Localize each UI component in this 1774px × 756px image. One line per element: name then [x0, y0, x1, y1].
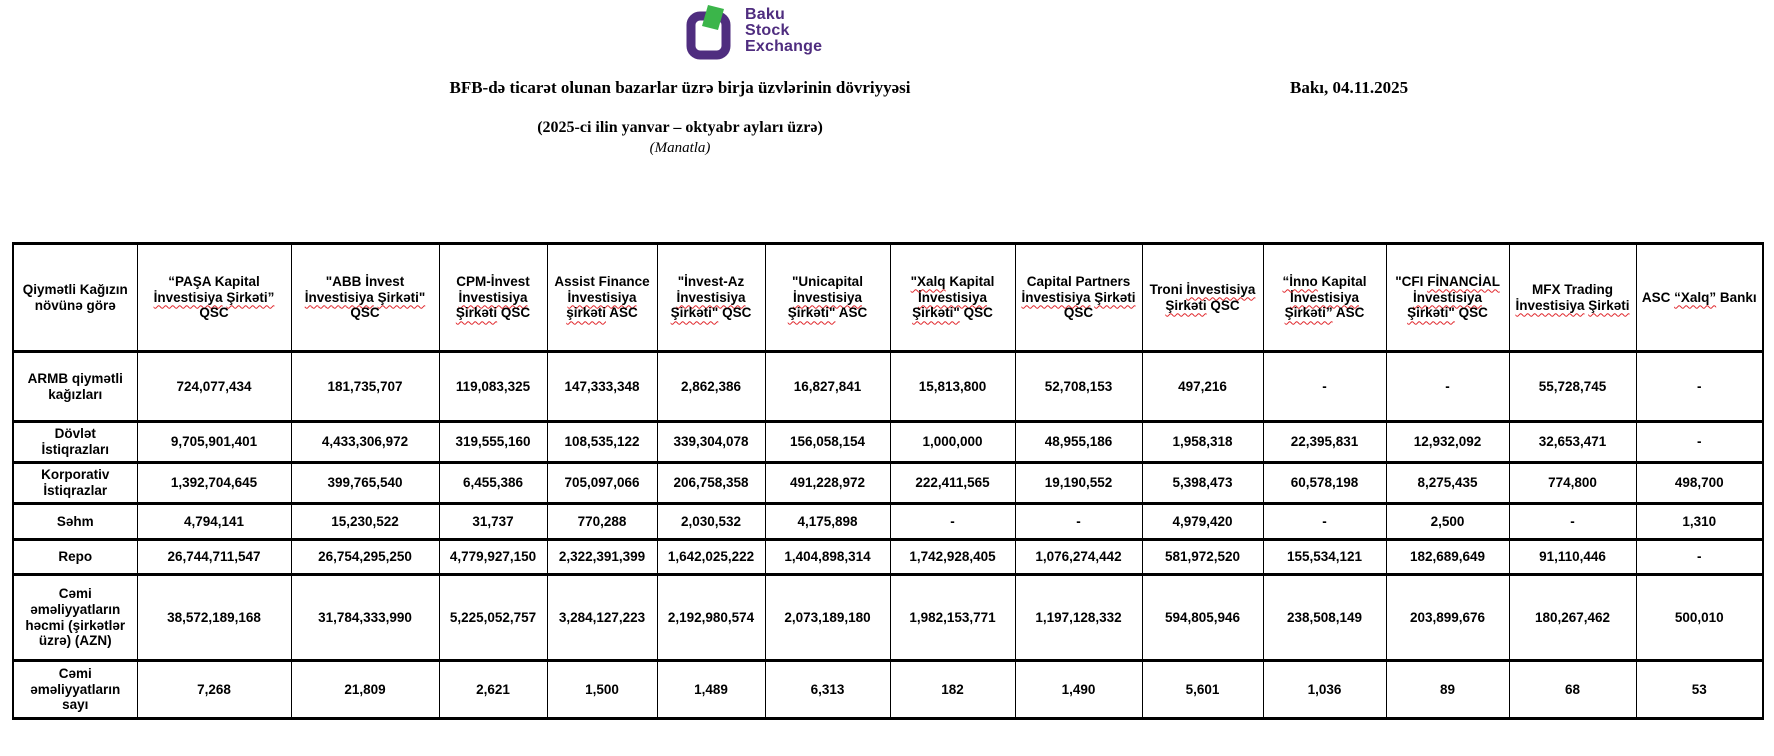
value-cell: 19,190,552 — [1015, 463, 1142, 504]
value-cell: 16,827,841 — [765, 352, 890, 422]
value-cell: 52,708,153 — [1015, 352, 1142, 422]
value-cell: 4,433,306,972 — [291, 422, 439, 463]
value-cell: 4,779,927,150 — [439, 540, 547, 575]
value-cell: 181,735,707 — [291, 352, 439, 422]
value-cell: 319,555,160 — [439, 422, 547, 463]
report-date: Bakı, 04.11.2025 — [1290, 78, 1409, 97]
table-row — [13, 504, 1763, 540]
value-cell: 26,754,295,250 — [291, 540, 439, 575]
value-cell: 1,310 — [1636, 504, 1763, 540]
value-cell: 203,899,676 — [1386, 575, 1509, 661]
bse-logo — [683, 2, 822, 60]
value-cell: 1,404,898,314 — [765, 540, 890, 575]
unit-note: (Manatla) — [649, 140, 711, 156]
value-cell: 2,030,532 — [657, 504, 765, 540]
column-header: “İnno Kapital İnvestisiya Şirkəti” ASC — [1263, 244, 1386, 352]
value-cell: 3,284,127,223 — [547, 575, 657, 661]
value-cell: 31,737 — [439, 504, 547, 540]
column-header: ASC “Xalq” Bankı — [1636, 244, 1763, 352]
value-cell: 6,455,386 — [439, 463, 547, 504]
table-row — [13, 661, 1763, 719]
logo-line-3: Exchange — [745, 38, 823, 55]
value-cell: 53 — [1636, 661, 1763, 719]
value-cell: 1,197,128,332 — [1015, 575, 1142, 661]
value-cell: 1,500 — [547, 661, 657, 719]
value-cell: - — [1636, 352, 1763, 422]
column-header: “PAŞA Kapital İnvestisiya Şirkəti” QSC — [137, 244, 291, 352]
value-cell: 180,267,462 — [1509, 575, 1636, 661]
value-cell: 6,313 — [765, 661, 890, 719]
value-cell: 5,601 — [1142, 661, 1263, 719]
value-cell: 2,322,391,399 — [547, 540, 657, 575]
value-cell: 1,036 — [1263, 661, 1386, 719]
row-label: Korporativ İstiqrazlar — [13, 463, 137, 504]
value-cell: 5,398,473 — [1142, 463, 1263, 504]
report-subtitle: (2025-ci ilin yanvar – oktyabr ayları üzrə) — [537, 119, 823, 136]
value-cell: 156,058,154 — [765, 422, 890, 463]
value-cell: 32,653,471 — [1509, 422, 1636, 463]
turnover-table — [12, 242, 1764, 720]
value-cell: 2,073,189,180 — [765, 575, 890, 661]
value-cell: 89 — [1386, 661, 1509, 719]
value-cell: 1,490 — [1015, 661, 1142, 719]
value-cell: - — [1636, 540, 1763, 575]
value-cell: 705,097,066 — [547, 463, 657, 504]
value-cell: 491,228,972 — [765, 463, 890, 504]
value-cell: - — [1386, 352, 1509, 422]
row-label: Cəmi əməliyyatların sayı — [13, 661, 137, 719]
column-header: MFX Trading İnvestisiya Şirkəti — [1509, 244, 1636, 352]
logo-line-2: Stock — [745, 22, 790, 39]
value-cell: 206,758,358 — [657, 463, 765, 504]
bse-logo-icon — [683, 2, 735, 60]
bse-logo-wordmark — [745, 7, 822, 55]
value-cell: 2,621 — [439, 661, 547, 719]
value-cell: 5,225,052,757 — [439, 575, 547, 661]
value-cell: 22,395,831 — [1263, 422, 1386, 463]
value-cell: 4,979,420 — [1142, 504, 1263, 540]
table-row — [13, 422, 1763, 463]
table-row — [13, 463, 1763, 504]
value-cell: - — [1263, 504, 1386, 540]
row-label: Dövlət İstiqrazları — [13, 422, 137, 463]
value-cell: 91,110,446 — [1509, 540, 1636, 575]
value-cell: 238,508,149 — [1263, 575, 1386, 661]
row-label: Səhm — [13, 504, 137, 540]
value-cell: 147,333,348 — [547, 352, 657, 422]
value-cell: 108,535,122 — [547, 422, 657, 463]
table-row — [13, 540, 1763, 575]
column-header: Capital Partners İnvestisiya Şirkəti QSC — [1015, 244, 1142, 352]
value-cell: 1,642,025,222 — [657, 540, 765, 575]
value-cell: 1,489 — [657, 661, 765, 719]
value-cell: - — [1263, 352, 1386, 422]
value-cell: 1,982,153,771 — [890, 575, 1015, 661]
value-cell: 770,288 — [547, 504, 657, 540]
value-cell: 497,216 — [1142, 352, 1263, 422]
column-header: "Xalq Kapital İnvestisiya Şirkəti" QSC — [890, 244, 1015, 352]
column-header: CPM-İnvest İnvestisiya Şirkəti QSC — [439, 244, 547, 352]
value-cell: 339,304,078 — [657, 422, 765, 463]
table-head — [13, 244, 1763, 352]
value-cell: - — [1015, 504, 1142, 540]
value-cell: - — [1509, 504, 1636, 540]
value-cell: 15,813,800 — [890, 352, 1015, 422]
column-header: "CFI FİNANCİAL İnvestisiya Şirkəti" QSC — [1386, 244, 1509, 352]
value-cell: 498,700 — [1636, 463, 1763, 504]
value-cell: 774,800 — [1509, 463, 1636, 504]
value-cell: 2,862,386 — [657, 352, 765, 422]
value-cell: 581,972,520 — [1142, 540, 1263, 575]
value-cell: 1,000,000 — [890, 422, 1015, 463]
column-header: "İnvest-Az İnvestisiya Şirkəti" QSC — [657, 244, 765, 352]
value-cell: 594,805,946 — [1142, 575, 1263, 661]
value-cell: 55,728,745 — [1509, 352, 1636, 422]
table-body — [13, 352, 1763, 719]
row-label: Cəmi əməliyyatların həcmi (şirkətlər üzrə) (AZN) — [13, 575, 137, 661]
logo-line-1: Baku — [745, 6, 785, 23]
value-cell: 48,955,186 — [1015, 422, 1142, 463]
value-cell: 4,794,141 — [137, 504, 291, 540]
value-cell: 2,500 — [1386, 504, 1509, 540]
value-cell: - — [890, 504, 1015, 540]
value-cell: 399,765,540 — [291, 463, 439, 504]
table-row — [13, 575, 1763, 661]
report-title: BFB-də ticarət olunan bazarlar üzrə birja üzvlərinin dövriyyəsi — [449, 78, 911, 97]
value-cell: 9,705,901,401 — [137, 422, 291, 463]
value-cell: 4,175,898 — [765, 504, 890, 540]
value-cell: 26,744,711,547 — [137, 540, 291, 575]
value-cell: 1,076,274,442 — [1015, 540, 1142, 575]
value-cell: - — [1636, 422, 1763, 463]
value-cell: 8,275,435 — [1386, 463, 1509, 504]
row-label: Repo — [13, 540, 137, 575]
value-cell: 1,392,704,645 — [137, 463, 291, 504]
value-cell: 21,809 — [291, 661, 439, 719]
value-cell: 182 — [890, 661, 1015, 719]
value-cell: 1,742,928,405 — [890, 540, 1015, 575]
column-header: Assist Finance İnvestisiya şirkəti ASC — [547, 244, 657, 352]
column-header: "Unicapital İnvestisiya Şirkəti" ASC — [765, 244, 890, 352]
value-cell: 7,268 — [137, 661, 291, 719]
value-cell: 38,572,189,168 — [137, 575, 291, 661]
value-cell: 1,958,318 — [1142, 422, 1263, 463]
value-cell: 68 — [1509, 661, 1636, 719]
value-cell: 2,192,980,574 — [657, 575, 765, 661]
value-cell: 724,077,434 — [137, 352, 291, 422]
column-header: Troni İnvestisiya Şirkəti QSC — [1142, 244, 1263, 352]
value-cell: 222,411,565 — [890, 463, 1015, 504]
value-cell: 12,932,092 — [1386, 422, 1509, 463]
value-cell: 60,578,198 — [1263, 463, 1386, 504]
table-row — [13, 352, 1763, 422]
row-label: ARMB qiymətli kağızları — [13, 352, 137, 422]
value-cell: 500,010 — [1636, 575, 1763, 661]
value-cell: 31,784,333,990 — [291, 575, 439, 661]
value-cell: 155,534,121 — [1263, 540, 1386, 575]
corner-header: Qiymətli Kağızın növünə görə — [13, 244, 137, 352]
column-header: "ABB İnvest İnvestisiya Şirkəti" QSC — [291, 244, 439, 352]
value-cell: 15,230,522 — [291, 504, 439, 540]
value-cell: 182,689,649 — [1386, 540, 1509, 575]
value-cell: 119,083,325 — [439, 352, 547, 422]
